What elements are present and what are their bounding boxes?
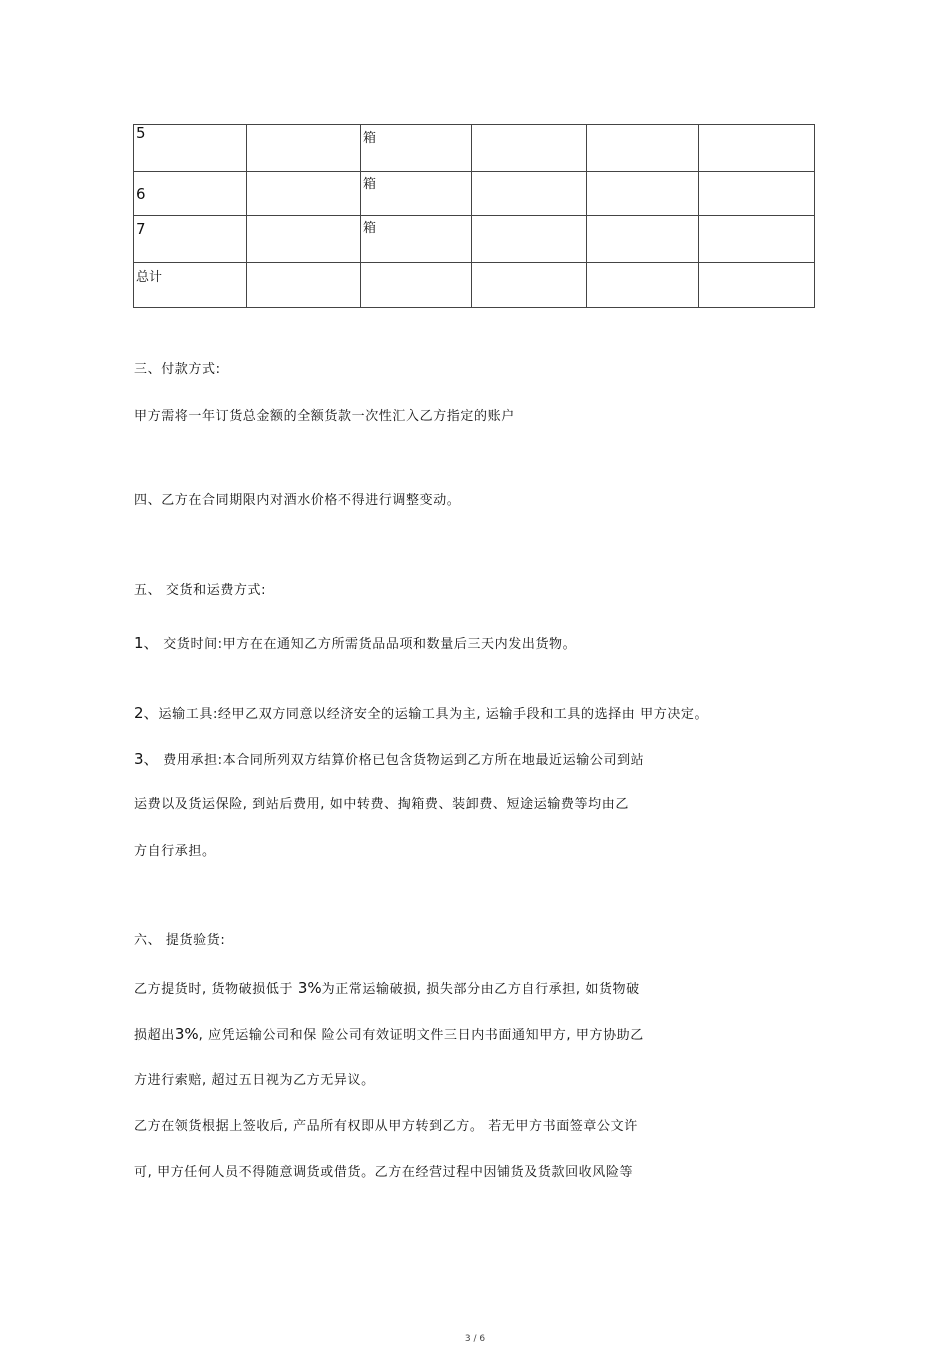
table-cell <box>472 216 587 263</box>
table-row-total <box>134 263 815 308</box>
unit-cell: 箱 <box>361 216 472 263</box>
row-number: 5 <box>134 125 247 172</box>
table-cell <box>699 172 815 216</box>
section-6-line: 损超出3%, 应凭运输公司和保 险公司有效证明文件三日内书面通知甲方, 甲方协助乙 <box>134 1025 644 1043</box>
section-6-line: 可, 甲方任何人员不得随意调货或借货。乙方在经营过程中因铺货及货款回收风险等 <box>134 1165 634 1180</box>
clause-text: 运输工具:经甲乙双方同意以经济安全的运输工具为主, 运输手段和工具的选择由 甲方决定。 <box>158 707 709 722</box>
clause-text: 费用承担:本合同所列双方结算价格已包含货物运到乙方所在地最近运输公司到站 <box>158 753 645 768</box>
table-cell <box>587 172 699 216</box>
unit-cell: 箱 <box>361 125 472 172</box>
table-cell <box>587 125 699 172</box>
section-6-line: 乙方在领货根据上签收后, 产品所有权即从甲方转到乙方。 若无甲方书面签章公文许 <box>134 1119 638 1134</box>
table-cell <box>587 263 699 308</box>
section-3-title: 三、付款方式: <box>134 362 221 377</box>
section-6-line: 乙方提货时, 货物破损低于 3%为正常运输破损, 损失部分由乙方自行承担, 如货物破 <box>134 979 640 997</box>
table-row <box>134 216 815 263</box>
clause-5-3 <box>134 750 644 770</box>
section-6-title: 六、 提货验货: <box>134 933 226 948</box>
table-cell <box>699 216 815 263</box>
table-row <box>134 172 815 216</box>
section-3-body: 甲方需将一年订货总金额的全额货款一次性汇入乙方指定的账户 <box>134 409 515 424</box>
table-cell <box>472 125 587 172</box>
section-4: 四、乙方在合同期限内对酒水价格不得进行调整变动。 <box>134 493 461 508</box>
row-number: 7 <box>134 216 247 263</box>
table-cell <box>247 216 361 263</box>
table-cell <box>361 263 472 308</box>
clause-5-3-cont: 运费以及货运保险, 到站后费用, 如中转费、掏箱费、装卸费、短途运输费等均由乙 <box>134 797 629 812</box>
table-cell <box>472 263 587 308</box>
section-5-title: 五、 交货和运费方式: <box>134 583 267 598</box>
clause-number: 2、 <box>134 704 159 722</box>
table-cell <box>472 172 587 216</box>
total-label: 总计 <box>134 263 247 308</box>
clause-5-2 <box>134 704 708 724</box>
table-cell <box>247 125 361 172</box>
table-cell <box>587 216 699 263</box>
table-row <box>134 125 815 172</box>
table-cell <box>699 125 815 172</box>
row-number: 6 <box>134 172 247 216</box>
unit-cell: 箱 <box>361 172 472 216</box>
clause-number: 1、 <box>134 634 159 652</box>
clause-number: 3、 <box>134 750 159 768</box>
clause-5-1 <box>134 634 576 654</box>
clause-5-3-cont: 方自行承担。 <box>134 844 216 859</box>
goods-table <box>133 124 815 308</box>
table-cell <box>247 263 361 308</box>
page-number: 3 / 6 <box>464 1334 486 1344</box>
table-cell <box>247 172 361 216</box>
clause-text: 交货时间:甲方在在通知乙方所需货品品项和数量后三天内发出货物。 <box>158 637 577 652</box>
section-6-line: 方进行索赔, 超过五日视为乙方无异议。 <box>134 1073 375 1088</box>
table-cell <box>699 263 815 308</box>
